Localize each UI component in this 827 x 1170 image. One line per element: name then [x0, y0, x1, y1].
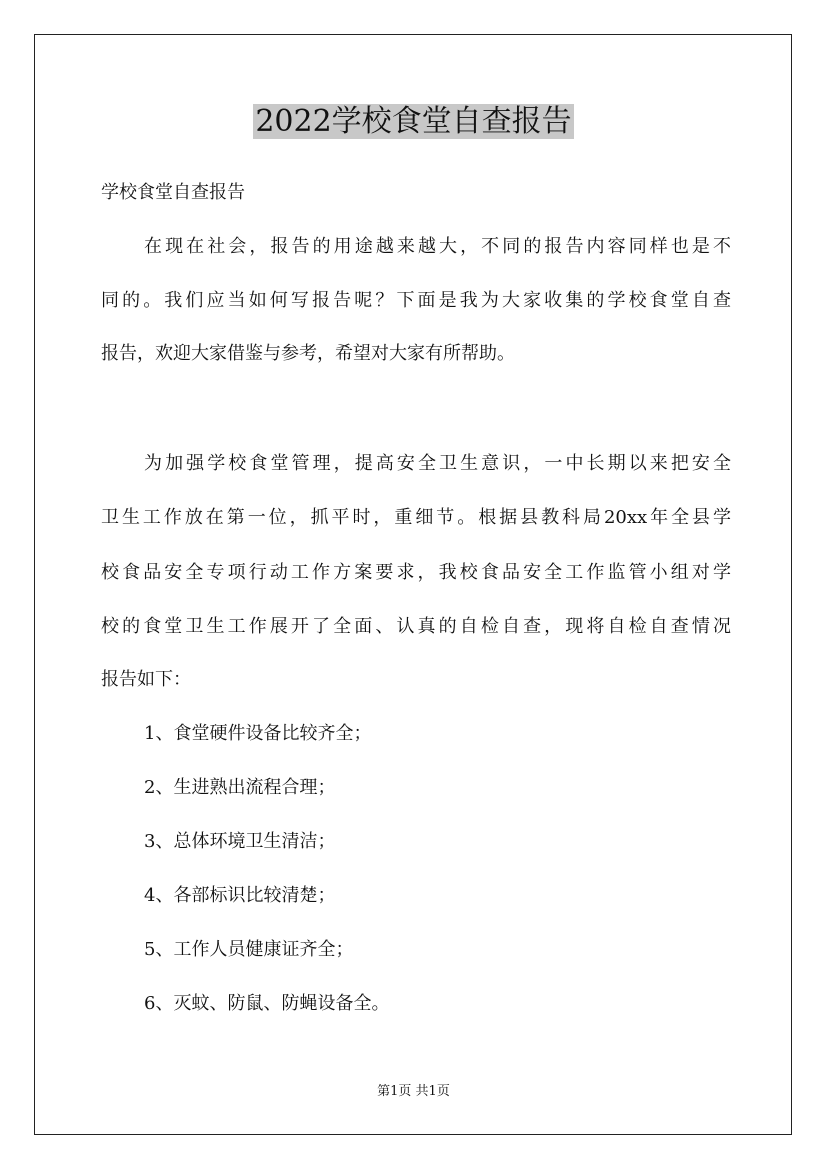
list-item: 2、生进熟出流程合理； — [144, 777, 336, 798]
intro-line-2: 同的。我们应当如何写报告呢？下面是我为大家收集的学校食堂自查 — [101, 290, 731, 311]
list-item: 5、工作人员健康证齐全； — [144, 939, 354, 960]
document-title-text: 2022学校食堂自查报告 — [255, 104, 572, 139]
body-line-1: 为加强学校食堂管理，提高安全卫生意识，一中长期以来把安全 — [144, 453, 731, 474]
body-line-5: 报告如下： — [101, 669, 191, 690]
document-title — [0, 101, 827, 143]
body-line-4: 校的食堂卫生工作展开了全面、认真的自检自查，现将自检自查情况 — [101, 616, 731, 637]
body-line-2: 卫生工作放在第一位，抓平时，重细节。根据县教科局20xx年全县学 — [101, 507, 731, 528]
page-footer: 第1页 共1页 — [377, 1084, 450, 1099]
list-item: 4、各部标识比较清楚； — [144, 885, 336, 906]
intro-line-3: 报告，欢迎大家借鉴与参考，希望对大家有所帮助。 — [101, 343, 515, 364]
list-item: 6、灭蚊、防鼠、防蝇设备全。 — [144, 993, 390, 1014]
intro-line-1: 在现在社会，报告的用途越来越大，不同的报告内容同样也是不 — [144, 236, 731, 257]
document-subtitle: 学校食堂自查报告 — [101, 182, 245, 203]
list-item: 3、总体环境卫生清洁； — [144, 831, 336, 852]
list-item: 1、食堂硬件设备比较齐全； — [144, 723, 372, 744]
body-line-3: 校食品安全专项行动工作方案要求，我校食品安全工作监管小组对学 — [101, 562, 731, 583]
